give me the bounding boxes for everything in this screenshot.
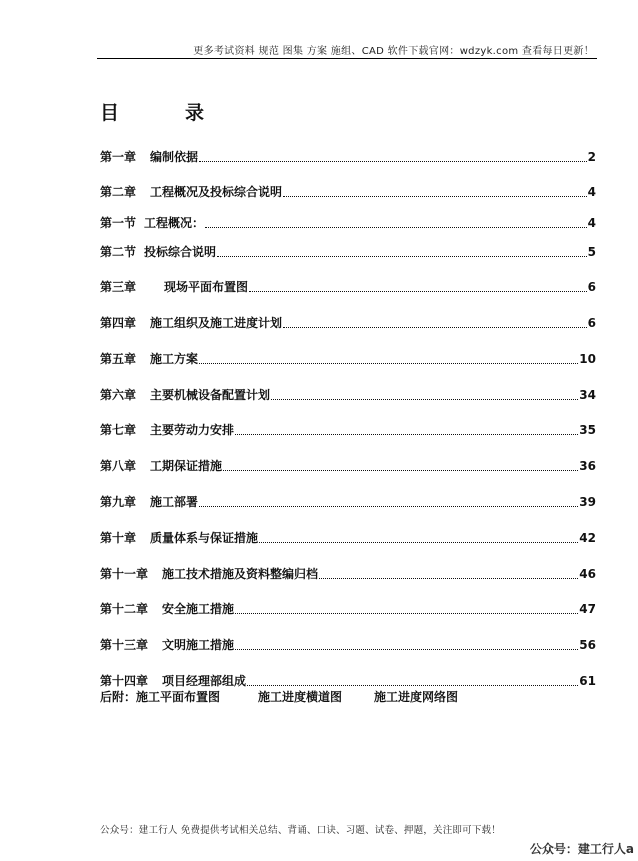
toc-entry-title: 施工组织及施工进度计划	[150, 316, 283, 330]
toc-entry-chapter: 第十二章	[100, 602, 149, 616]
toc-leader-dots	[247, 684, 578, 686]
toc-entry-title: 文明施工措施	[162, 638, 235, 652]
toc-entry[interactable]	[100, 457, 596, 474]
toc-entry-title: 质量体系与保证措施	[150, 531, 259, 545]
toc-leader-dots	[199, 362, 578, 364]
toc-entry-page: 47	[579, 602, 596, 616]
toc-leader-dots	[223, 469, 578, 471]
toc-entry-label	[100, 529, 258, 546]
toc-leader-dots	[283, 326, 587, 328]
toc-entry-title: 工程概况：	[144, 216, 205, 230]
toc-entry-page: 35	[579, 423, 596, 437]
toc-entry-page: 46	[579, 567, 596, 581]
toc-entry-title: 主要劳动力安排	[150, 423, 235, 437]
toc-entry-chapter: 第三章	[100, 280, 137, 294]
toc-entry-page: 34	[579, 388, 596, 402]
toc-entry-page: 2	[587, 150, 596, 164]
toc-entry[interactable]	[100, 565, 596, 582]
toc-entry-chapter: 第二节	[100, 245, 137, 259]
toc-entry-label	[100, 314, 282, 331]
toc-entry-title: 工期保证措施	[150, 459, 223, 473]
toc-entry[interactable]	[100, 529, 596, 546]
toc-entry-chapter: 第四章	[100, 316, 137, 330]
toc-entry[interactable]	[100, 636, 596, 653]
appendix-item-schedule-network: 施工进度网络图	[374, 690, 459, 704]
toc-entry-label	[100, 636, 234, 653]
toc-entry-page: 4	[587, 185, 596, 199]
toc-entry[interactable]	[100, 672, 596, 689]
toc-entry-title: 编制依据	[150, 150, 199, 164]
toc-entry-label	[100, 243, 216, 260]
toc-entry-title: 施工技术措施及资料整编归档	[162, 567, 319, 581]
toc-entry-label	[100, 457, 222, 474]
toc-entry-page: 42	[579, 531, 596, 545]
footer-note: 公众号：建工行人 免费提供考试相关总结、背诵、口诀、习题、试卷、押题，关注即可下载！	[100, 825, 501, 836]
toc-leader-dots	[217, 255, 587, 257]
toc-entry-title: 主要机械设备配置计划	[150, 388, 271, 402]
toc-leader-dots	[283, 195, 587, 197]
toc-entry[interactable]	[100, 350, 596, 367]
toc-entry-label	[100, 183, 282, 200]
toc-entry-page: 6	[587, 280, 596, 294]
toc-entry[interactable]	[100, 214, 596, 231]
toc-entry-page: 36	[579, 459, 596, 473]
toc-leader-dots	[271, 398, 578, 400]
toc-leader-dots	[235, 433, 578, 435]
header-note: 更多考试资料 规范 图集 方案 施组、CAD 软件下载官网：wdzyk.com 查看每日更新！	[193, 46, 594, 57]
toc-entry[interactable]	[100, 314, 596, 331]
toc-entry[interactable]	[100, 421, 596, 438]
toc-entry-label	[100, 214, 204, 231]
toc-entry[interactable]	[100, 386, 596, 403]
appendix-line	[100, 688, 458, 705]
toc-entry-title: 现场平面布置图	[164, 280, 249, 294]
toc-entry-label	[100, 148, 198, 165]
toc-entry[interactable]	[100, 600, 596, 617]
watermark: 公众号：建工行人a	[529, 842, 634, 856]
toc-title	[100, 98, 204, 125]
toc-entry-label	[100, 386, 270, 403]
toc-entry-label	[100, 350, 198, 367]
toc-entry-page: 10	[579, 352, 596, 366]
toc-entry[interactable]	[100, 278, 596, 295]
toc-leader-dots	[199, 160, 587, 162]
toc-entry-label	[100, 421, 234, 438]
toc-entry-label	[100, 672, 246, 689]
toc-entry-title: 施工部署	[150, 495, 199, 509]
toc-entry-label	[100, 493, 198, 510]
toc-entry-chapter: 第一节	[100, 216, 137, 230]
toc-leader-dots	[235, 612, 578, 614]
toc-entry-chapter: 第九章	[100, 495, 137, 509]
toc-entry-label	[100, 565, 318, 582]
header-divider	[97, 58, 597, 59]
toc-entry-chapter: 第二章	[100, 185, 137, 199]
toc-leader-dots	[235, 648, 578, 650]
toc-entry-title: 施工方案	[150, 352, 199, 366]
toc-entry-title: 安全施工措施	[162, 602, 235, 616]
toc-entry-page: 56	[579, 638, 596, 652]
toc-entry-page: 4	[587, 216, 596, 230]
toc-entry-chapter: 第五章	[100, 352, 137, 366]
toc-entry-chapter: 第十章	[100, 531, 137, 545]
toc-entry[interactable]	[100, 493, 596, 510]
toc-entry-label	[100, 278, 248, 295]
toc-entry-chapter: 第十四章	[100, 674, 149, 688]
toc-leader-dots	[259, 541, 578, 543]
toc-entry-chapter: 第六章	[100, 388, 137, 402]
toc-leader-dots	[319, 577, 578, 579]
toc-entry-page: 6	[587, 316, 596, 330]
toc-entry-title: 项目经理部组成	[162, 674, 247, 688]
toc-leader-dots	[249, 290, 587, 292]
toc-title-right: 录	[185, 102, 205, 124]
toc-leader-dots	[199, 505, 578, 507]
toc-entry[interactable]	[100, 183, 596, 200]
toc-entry-chapter: 第一章	[100, 150, 137, 164]
toc-entry[interactable]	[100, 148, 596, 165]
toc-entry-page: 61	[579, 674, 596, 688]
appendix-item-schedule-bar: 施工进度横道图	[258, 690, 343, 704]
toc-entry-title: 工程概况及投标综合说明	[150, 185, 283, 199]
toc-entry-chapter: 第十三章	[100, 638, 149, 652]
toc-leader-dots	[205, 226, 587, 228]
toc-entry-chapter: 第十一章	[100, 567, 149, 581]
toc-entry-chapter: 第七章	[100, 423, 137, 437]
toc-entry-title: 投标综合说明	[144, 245, 217, 259]
toc-entry[interactable]	[100, 243, 596, 260]
toc-entry-chapter: 第八章	[100, 459, 137, 473]
toc-title-left: 目	[100, 102, 120, 124]
appendix-label: 后附：施工平面布置图	[100, 690, 221, 704]
toc-entry-label	[100, 600, 234, 617]
toc-entry-page: 39	[579, 495, 596, 509]
toc-entry-page: 5	[587, 245, 596, 259]
